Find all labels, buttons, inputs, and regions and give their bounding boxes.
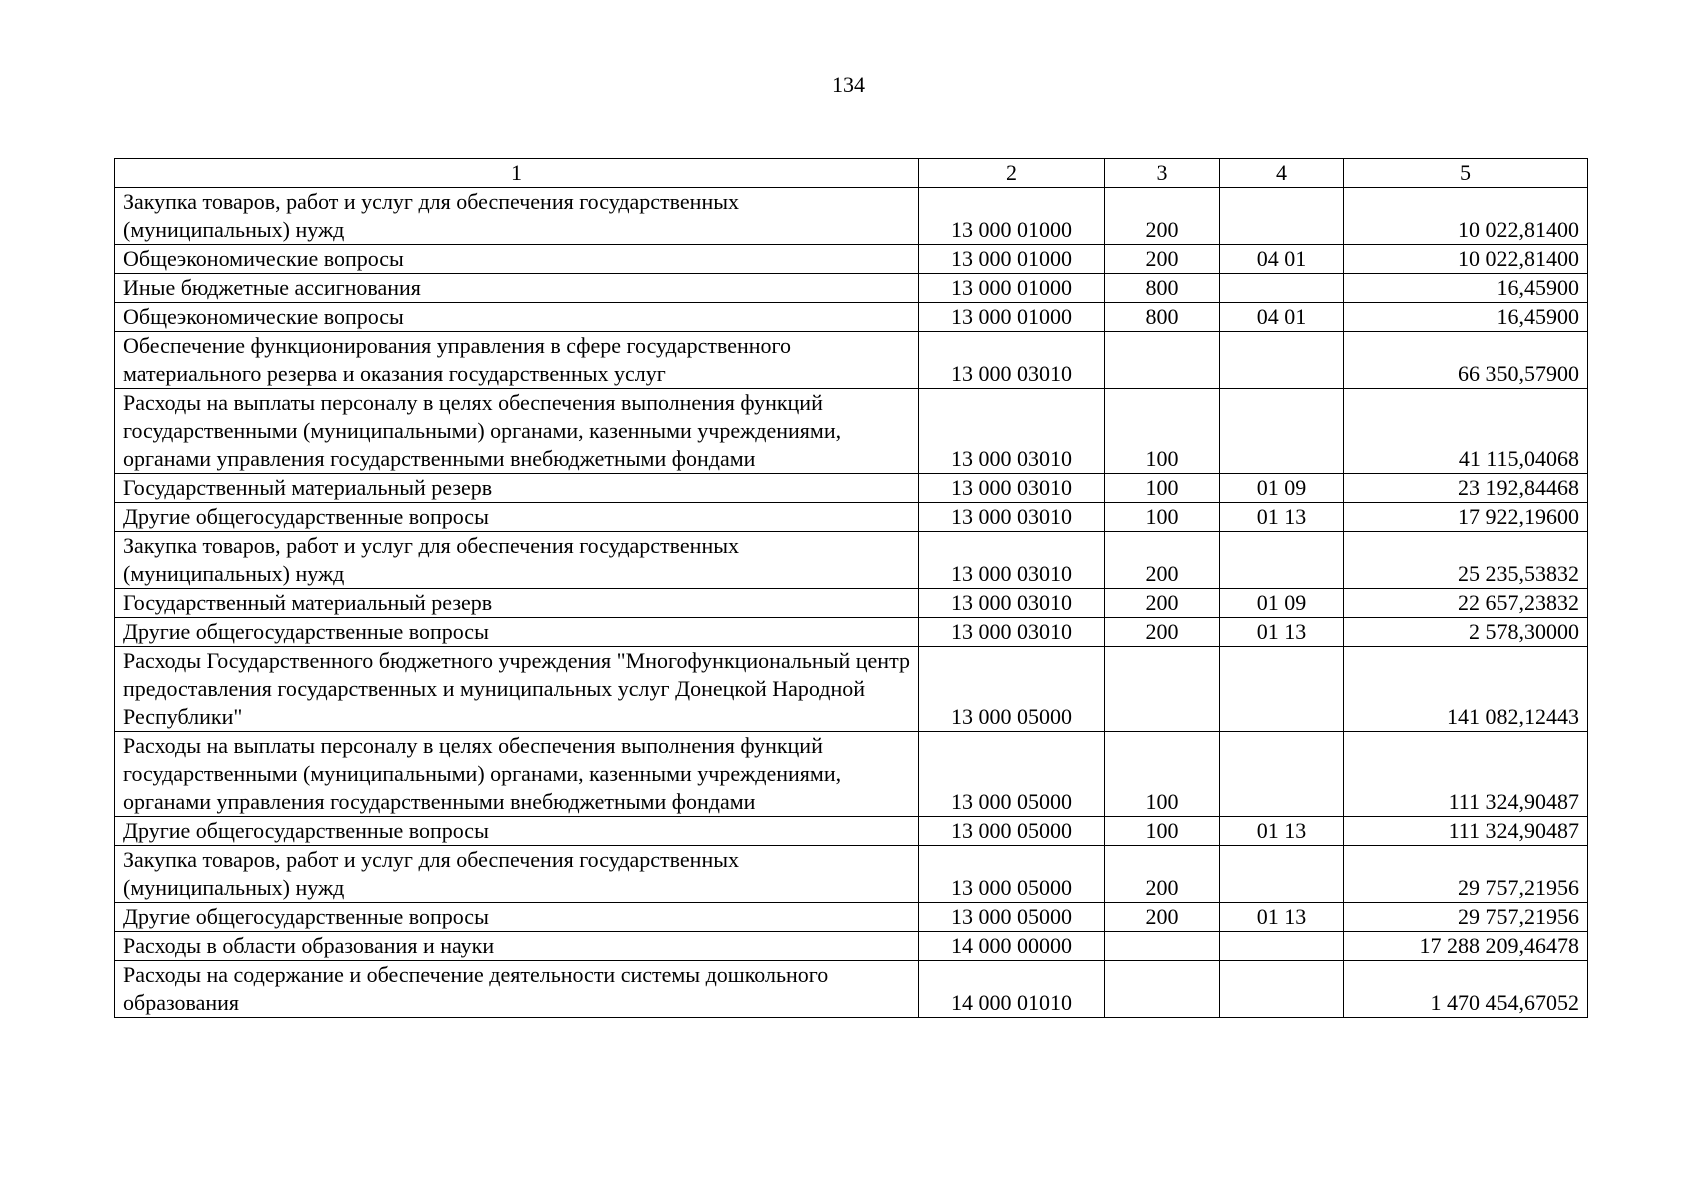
row-type-cell: 200 — [1105, 245, 1220, 274]
table-row — [115, 274, 1588, 303]
row-section-cell — [1220, 532, 1344, 589]
row-code-cell: 13 000 01000 — [919, 245, 1105, 274]
row-type-cell: 100 — [1105, 389, 1220, 474]
row-amount-cell: 10 022,81400 — [1344, 245, 1588, 274]
row-type-cell: 800 — [1105, 274, 1220, 303]
row-section-cell: 01 09 — [1220, 589, 1344, 618]
row-code-cell: 13 000 03010 — [919, 389, 1105, 474]
table-row — [115, 817, 1588, 846]
row-type-cell: 100 — [1105, 503, 1220, 532]
table-row — [115, 589, 1588, 618]
row-section-cell — [1220, 846, 1344, 903]
row-amount-cell: 141 082,12443 — [1344, 647, 1588, 732]
budget-table — [114, 158, 1588, 1018]
row-code-cell: 13 000 01000 — [919, 303, 1105, 332]
row-section-cell — [1220, 274, 1344, 303]
row-name-cell: Государственный материальный резерв — [115, 589, 919, 618]
row-code-cell: 13 000 03010 — [919, 332, 1105, 389]
row-type-cell — [1105, 647, 1220, 732]
header-cell-2: 2 — [919, 159, 1105, 188]
row-type-cell: 200 — [1105, 903, 1220, 932]
row-name-cell: Закупка товаров, работ и услуг для обеспечения государственных (муниципальных) нужд — [115, 846, 919, 903]
row-name-cell: Другие общегосударственные вопросы — [115, 503, 919, 532]
row-name-cell: Расходы на выплаты персоналу в целях обеспечения выполнения функций государственными (муниципальными) органами, казенными учреждениями, органами управления государственными внебюджетными фондами — [115, 732, 919, 817]
row-amount-cell: 111 324,90487 — [1344, 732, 1588, 817]
row-name-cell: Расходы Государственного бюджетного учреждения "Многофункциональный центр предоставления государственных и муниципальных услуг Донецкой Народной Республики" — [115, 647, 919, 732]
row-amount-cell: 10 022,81400 — [1344, 188, 1588, 245]
row-code-cell: 13 000 05000 — [919, 647, 1105, 732]
table-row — [115, 932, 1588, 961]
row-code-cell: 13 000 05000 — [919, 903, 1105, 932]
row-section-cell: 04 01 — [1220, 245, 1344, 274]
row-code-cell: 13 000 03010 — [919, 618, 1105, 647]
row-amount-cell: 41 115,04068 — [1344, 389, 1588, 474]
row-section-cell — [1220, 932, 1344, 961]
table-row — [115, 188, 1588, 245]
row-amount-cell: 66 350,57900 — [1344, 332, 1588, 389]
table-row — [115, 846, 1588, 903]
row-type-cell: 200 — [1105, 188, 1220, 245]
row-code-cell: 13 000 05000 — [919, 846, 1105, 903]
row-name-cell: Закупка товаров, работ и услуг для обеспечения государственных (муниципальных) нужд — [115, 532, 919, 589]
row-type-cell — [1105, 932, 1220, 961]
row-code-cell: 13 000 03010 — [919, 474, 1105, 503]
page-number: 134 — [832, 72, 865, 97]
row-type-cell: 200 — [1105, 846, 1220, 903]
table-body — [115, 188, 1588, 1018]
row-amount-cell: 22 657,23832 — [1344, 589, 1588, 618]
row-section-cell: 01 09 — [1220, 474, 1344, 503]
table-row — [115, 618, 1588, 647]
table-row — [115, 961, 1588, 1018]
row-name-cell: Другие общегосударственные вопросы — [115, 817, 919, 846]
row-section-cell: 01 13 — [1220, 503, 1344, 532]
row-code-cell: 13 000 01000 — [919, 274, 1105, 303]
row-name-cell: Другие общегосударственные вопросы — [115, 903, 919, 932]
row-section-cell: 04 01 — [1220, 303, 1344, 332]
row-name-cell: Обеспечение функционирования управления в сфере государственного материального резерва и оказания государственных услуг — [115, 332, 919, 389]
row-code-cell: 13 000 03010 — [919, 589, 1105, 618]
row-name-cell: Общеэкономические вопросы — [115, 303, 919, 332]
row-name-cell: Иные бюджетные ассигнования — [115, 274, 919, 303]
row-section-cell — [1220, 389, 1344, 474]
row-amount-cell: 16,45900 — [1344, 274, 1588, 303]
row-name-cell: Государственный материальный резерв — [115, 474, 919, 503]
row-code-cell: 14 000 01010 — [919, 961, 1105, 1018]
table-row — [115, 474, 1588, 503]
row-type-cell: 800 — [1105, 303, 1220, 332]
row-amount-cell: 25 235,53832 — [1344, 532, 1588, 589]
header-row — [115, 159, 1588, 188]
row-type-cell: 200 — [1105, 618, 1220, 647]
row-code-cell: 13 000 03010 — [919, 532, 1105, 589]
row-section-cell — [1220, 961, 1344, 1018]
row-name-cell: Другие общегосударственные вопросы — [115, 618, 919, 647]
table-row — [115, 332, 1588, 389]
row-code-cell: 14 000 00000 — [919, 932, 1105, 961]
table-row — [115, 532, 1588, 589]
row-amount-cell: 17 922,19600 — [1344, 503, 1588, 532]
row-code-cell: 13 000 05000 — [919, 817, 1105, 846]
row-amount-cell: 17 288 209,46478 — [1344, 932, 1588, 961]
header-cell-5: 5 — [1344, 159, 1588, 188]
row-type-cell: 100 — [1105, 474, 1220, 503]
row-code-cell: 13 000 05000 — [919, 732, 1105, 817]
header-cell-4: 4 — [1220, 159, 1344, 188]
row-amount-cell: 29 757,21956 — [1344, 846, 1588, 903]
row-type-cell — [1105, 332, 1220, 389]
row-type-cell: 100 — [1105, 732, 1220, 817]
row-section-cell: 01 13 — [1220, 817, 1344, 846]
row-name-cell: Расходы на содержание и обеспечение деятельности системы дошкольного образования — [115, 961, 919, 1018]
row-amount-cell: 111 324,90487 — [1344, 817, 1588, 846]
row-name-cell: Закупка товаров, работ и услуг для обеспечения государственных (муниципальных) нужд — [115, 188, 919, 245]
row-amount-cell: 29 757,21956 — [1344, 903, 1588, 932]
row-amount-cell: 2 578,30000 — [1344, 618, 1588, 647]
table-row — [115, 303, 1588, 332]
table-row — [115, 245, 1588, 274]
row-amount-cell: 23 192,84468 — [1344, 474, 1588, 503]
row-code-cell: 13 000 03010 — [919, 503, 1105, 532]
table-row — [115, 647, 1588, 732]
table-row — [115, 389, 1588, 474]
header-cell-3: 3 — [1105, 159, 1220, 188]
row-name-cell: Общеэкономические вопросы — [115, 245, 919, 274]
row-amount-cell: 1 470 454,67052 — [1344, 961, 1588, 1018]
row-section-cell — [1220, 732, 1344, 817]
row-type-cell: 200 — [1105, 589, 1220, 618]
row-type-cell — [1105, 961, 1220, 1018]
row-section-cell — [1220, 188, 1344, 245]
table-row — [115, 503, 1588, 532]
header-cell-1: 1 — [115, 159, 919, 188]
row-code-cell: 13 000 01000 — [919, 188, 1105, 245]
row-section-cell — [1220, 332, 1344, 389]
row-type-cell: 100 — [1105, 817, 1220, 846]
row-name-cell: Расходы на выплаты персоналу в целях обеспечения выполнения функций государственными (муниципальными) органами, казенными учреждениями, органами управления государственными внебюджетными фондами — [115, 389, 919, 474]
table-row — [115, 903, 1588, 932]
row-section-cell: 01 13 — [1220, 903, 1344, 932]
row-section-cell: 01 13 — [1220, 618, 1344, 647]
row-amount-cell: 16,45900 — [1344, 303, 1588, 332]
row-section-cell — [1220, 647, 1344, 732]
row-name-cell: Расходы в области образования и науки — [115, 932, 919, 961]
row-type-cell: 200 — [1105, 532, 1220, 589]
table-row — [115, 732, 1588, 817]
